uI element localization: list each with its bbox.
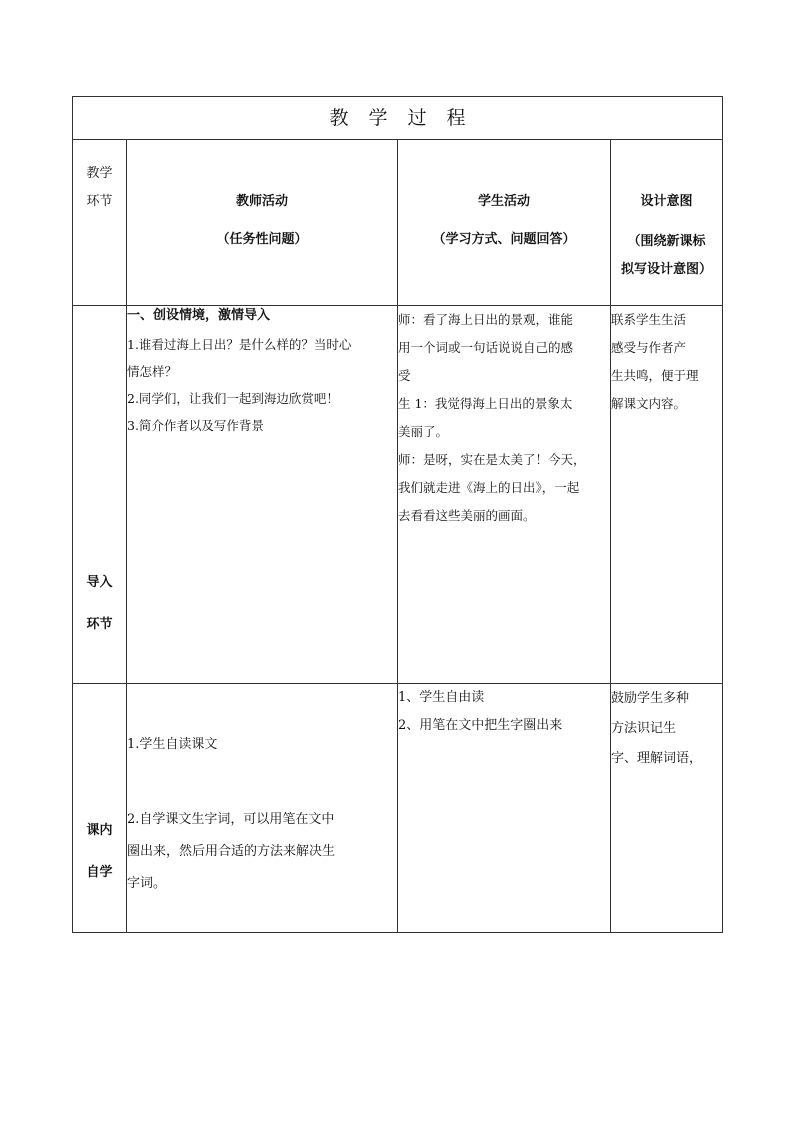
row1-student-line: 美丽了。 bbox=[398, 424, 449, 439]
header-student bbox=[398, 140, 611, 306]
row2-teacher bbox=[127, 684, 398, 933]
table-title-cell bbox=[73, 97, 723, 140]
header-teacher-title: 教师活动 bbox=[235, 194, 288, 209]
table-title: 教学过程 bbox=[329, 107, 486, 129]
row2-student-line: 1、学生自由读 bbox=[398, 690, 485, 705]
row2-design-line: 方法识记生 bbox=[611, 721, 677, 736]
header-teacher-sub: （任务性问题） bbox=[216, 232, 308, 247]
row2-teacher-line: 字词。 bbox=[127, 876, 167, 891]
row2-student bbox=[398, 684, 611, 933]
header-design-sub-2: 拟写设计意图） bbox=[621, 262, 713, 277]
row2-teacher-line: 圈出来，然后用合适的方法来解决生 bbox=[127, 844, 336, 859]
row1-design-line: 生共鸣，便于理 bbox=[611, 368, 699, 383]
row2-stage bbox=[73, 684, 127, 933]
row2-stage-line-1: 课内 bbox=[86, 823, 113, 838]
teaching-process-table bbox=[72, 96, 723, 933]
header-design bbox=[611, 140, 723, 306]
row1-student-line: 用一个词或一句话说说自己的感 bbox=[398, 340, 574, 355]
row2-student-line: 2、用笔在文中把生字圈出来 bbox=[398, 718, 563, 733]
header-stage bbox=[73, 140, 127, 306]
row1-teacher-line: 3.简介作者以及写作背景 bbox=[127, 418, 264, 433]
row1-design-line: 感受与作者产 bbox=[611, 340, 687, 355]
row1-teacher bbox=[127, 306, 398, 684]
row1-student-line: 生 1：我觉得海上日出的景象太 bbox=[398, 396, 573, 411]
table-row bbox=[73, 306, 723, 684]
row1-student-line: 我们就走进《海上的日出》，一起 bbox=[398, 480, 580, 495]
header-teacher bbox=[127, 140, 398, 306]
header-stage-line-2: 环节 bbox=[86, 194, 113, 209]
row2-teacher-item-2 bbox=[127, 804, 397, 900]
row2-design bbox=[611, 684, 723, 933]
row2-design-line: 字、理解词语， bbox=[611, 751, 703, 766]
row1-stage bbox=[73, 306, 127, 684]
row2-teacher-line: 2.自学课文生字词，可以用笔在文中 bbox=[127, 812, 335, 827]
row1-stage-line-1: 导入 bbox=[86, 575, 113, 590]
header-design-title: 设计意图 bbox=[640, 194, 693, 209]
row1-student-line: 去看看这些美丽的画面。 bbox=[398, 508, 536, 523]
row2-stage-line-2: 自学 bbox=[86, 865, 113, 880]
row1-design-line: 联系学生生活 bbox=[611, 312, 687, 327]
header-student-title: 学生活动 bbox=[477, 194, 530, 209]
row1-student-line: 师：是呀，实在是太美了！今天， bbox=[398, 452, 586, 467]
header-student-sub: （学习方式、问题回答） bbox=[432, 232, 576, 247]
header-stage-line-1: 教学 bbox=[86, 166, 113, 181]
row2-design-line: 鼓励学生多种 bbox=[611, 691, 690, 706]
row1-student-line: 师：看了海上日出的景观，谁能 bbox=[398, 312, 574, 327]
row1-teacher-line: 1.谁看过海上日出？是什么样的？当时心 bbox=[127, 337, 352, 352]
row1-teacher-line: 情怎样？ bbox=[127, 364, 178, 379]
header-design-sub-1: （围绕新课标 bbox=[627, 234, 706, 249]
row1-student-line: 受 bbox=[398, 368, 411, 383]
row1-teacher-heading: 一、创设情境，激情导入 bbox=[127, 308, 271, 323]
row1-teacher-line: 2.同学们，让我们一起到海边欣赏吧！ bbox=[127, 391, 339, 406]
row1-design bbox=[611, 306, 723, 684]
table-row bbox=[73, 684, 723, 933]
row1-student bbox=[398, 306, 611, 684]
row1-design-line: 解课文内容。 bbox=[611, 396, 687, 411]
row1-stage-line-2: 环节 bbox=[86, 617, 113, 632]
row2-teacher-item-1: 1.学生自读课文 bbox=[127, 737, 218, 752]
